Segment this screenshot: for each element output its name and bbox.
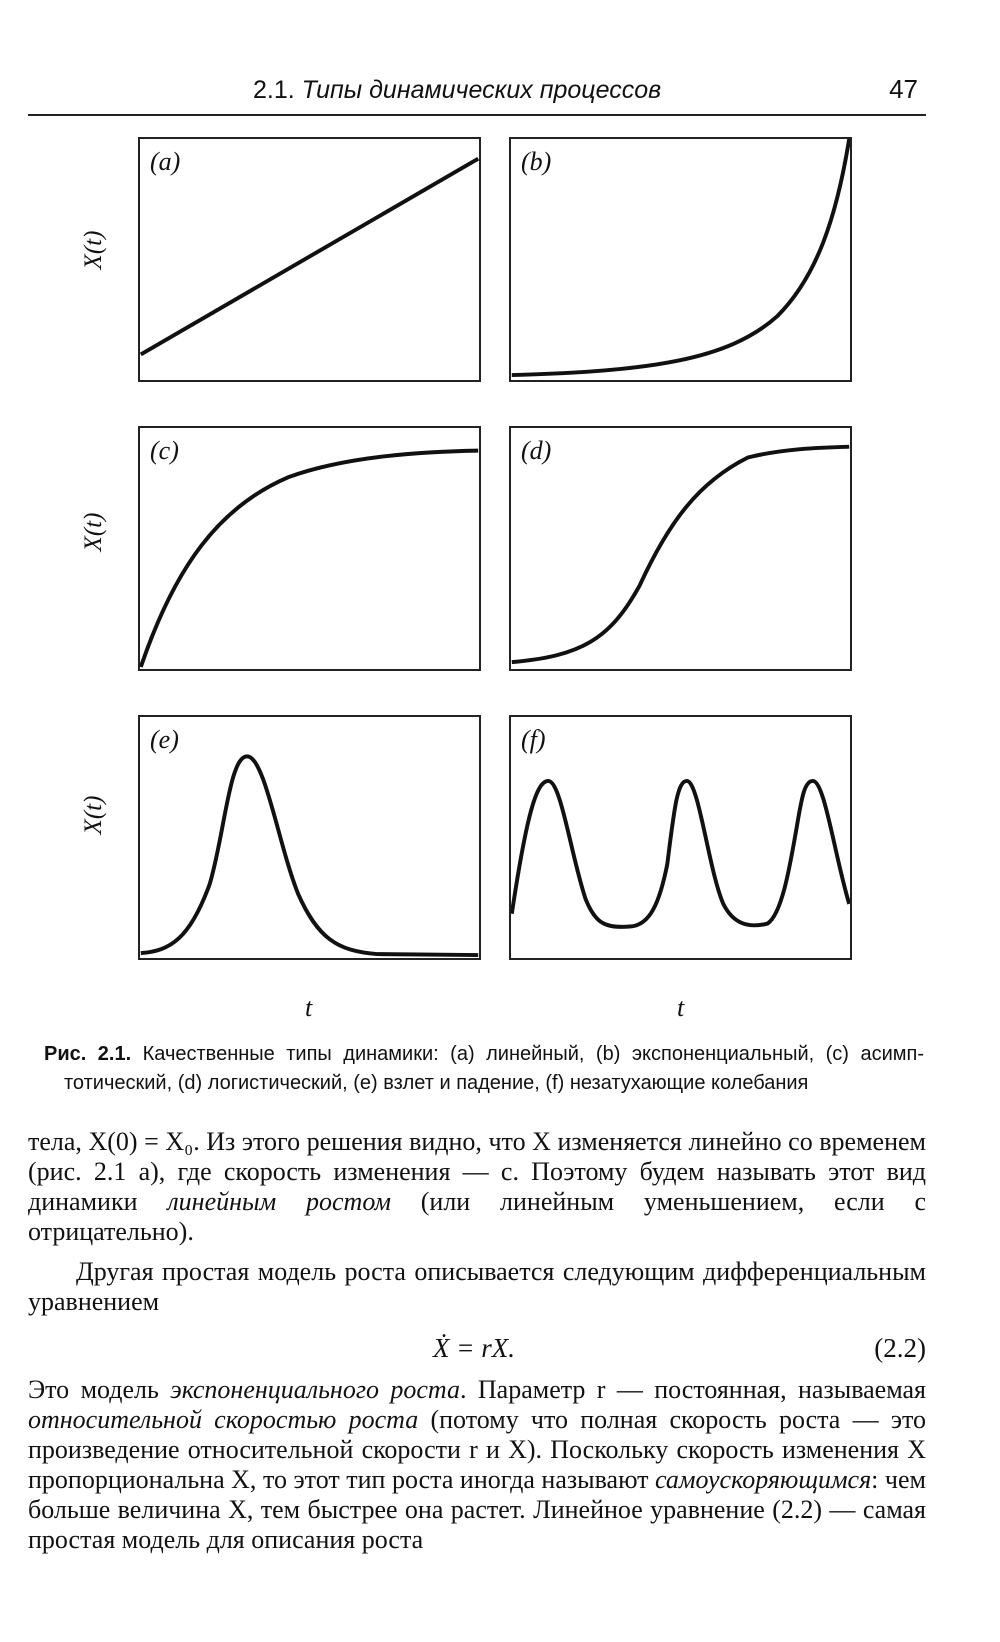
p3-text-b: . Параметр r — постоянная, называемая: [460, 1375, 926, 1404]
panel-b: [509, 137, 852, 382]
panel-f: [509, 715, 852, 960]
p1-text-b: (или линейным уменьшением, если c отрицательно).: [28, 1187, 927, 1246]
caption-text-1: Качественные типы динамики: (a) линейный, (b) экспоненциальный, (c) асимп-: [142, 1043, 924, 1065]
panel-b-plot: [511, 139, 850, 380]
figure-caption: [44, 1040, 924, 1098]
panel-a: [138, 137, 481, 382]
panel-c-label: (c): [150, 436, 179, 465]
curve-linear: [141, 159, 478, 355]
p3-text-a: Это модель: [28, 1375, 171, 1404]
equation-number: (2.2): [874, 1333, 926, 1363]
equation-formula: Ẋ = rX.: [433, 1333, 515, 1363]
panel-e: [138, 715, 481, 960]
panel-f-plot: [511, 717, 850, 958]
y-axis-label-row1: X(t): [80, 230, 107, 270]
p3-text-d: : чем больше величина X, тем быстрее она растет. Линейное уравнение (2.2) — самая простая модель для описания роста: [28, 1465, 926, 1554]
panel-d-label: (d): [521, 436, 552, 465]
curve-logistic: [512, 447, 849, 662]
p3-emphasis-2: относительной скоростью роста: [28, 1405, 419, 1434]
section-number: 2.1.: [253, 76, 295, 104]
caption-line-1: [44, 1040, 924, 1069]
p2-text: Другая простая модель роста описывается следующим дифференциальным уравнением: [28, 1257, 926, 1316]
caption-line-2: тотический, (d) логистический, (e) взлет и падение, (f) незатухающие колебания: [64, 1072, 809, 1094]
panel-a-plot: [140, 139, 479, 380]
section-title: Типы динамических процессов: [301, 76, 662, 104]
panel-c-plot: [140, 428, 479, 669]
page-header: [28, 72, 926, 116]
y-axis-label-row3: X(t): [80, 795, 107, 835]
page-number: 47: [889, 74, 918, 104]
curve-oscillation: [512, 781, 849, 927]
panel-e-plot: [140, 717, 479, 958]
paragraph-1: [28, 1127, 926, 1247]
panel-d: [509, 426, 852, 671]
x-axis-label-left: t: [305, 993, 313, 1022]
paragraph-3: [28, 1375, 926, 1555]
p3-emphasis-3: самоускоряющимся: [655, 1465, 872, 1494]
p1-text-a: тела, X(0) = X₀. Из этого решения видно, что X изменяется линейно со временем (рис. 2.1 a), где скорость изменения — c. Поэтому будем называть этот вид динамики: [28, 1127, 926, 1216]
panel-d-plot: [511, 428, 850, 669]
equation-2-2: [28, 1333, 926, 1369]
y-axis-label-row2: X(t): [80, 512, 107, 552]
p3-text-c: (потому что полная скорость роста — это произведение относительной скорости r и X). Поскольку скорость изменения X пропорциональна X, то этот тип роста иногда называют: [28, 1405, 926, 1494]
caption-prefix: Рис. 2.1.: [44, 1043, 132, 1065]
curve-asymptotic: [141, 451, 478, 667]
curve-boom-and-bust: [141, 756, 478, 955]
curve-exponential: [512, 139, 849, 375]
running-title: [253, 76, 661, 105]
panel-c: [138, 426, 481, 671]
panel-e-label: (e): [150, 725, 179, 754]
panel-b-label: (b): [521, 147, 552, 176]
p1-emphasis: линейным ростом: [167, 1187, 391, 1216]
panel-a-label: (a): [150, 147, 181, 176]
x-axis-label-right: t: [677, 993, 685, 1022]
paragraph-2: [28, 1257, 926, 1317]
panel-f-label: (f): [521, 725, 546, 754]
p3-emphasis-1: экспоненциального роста: [170, 1375, 460, 1404]
